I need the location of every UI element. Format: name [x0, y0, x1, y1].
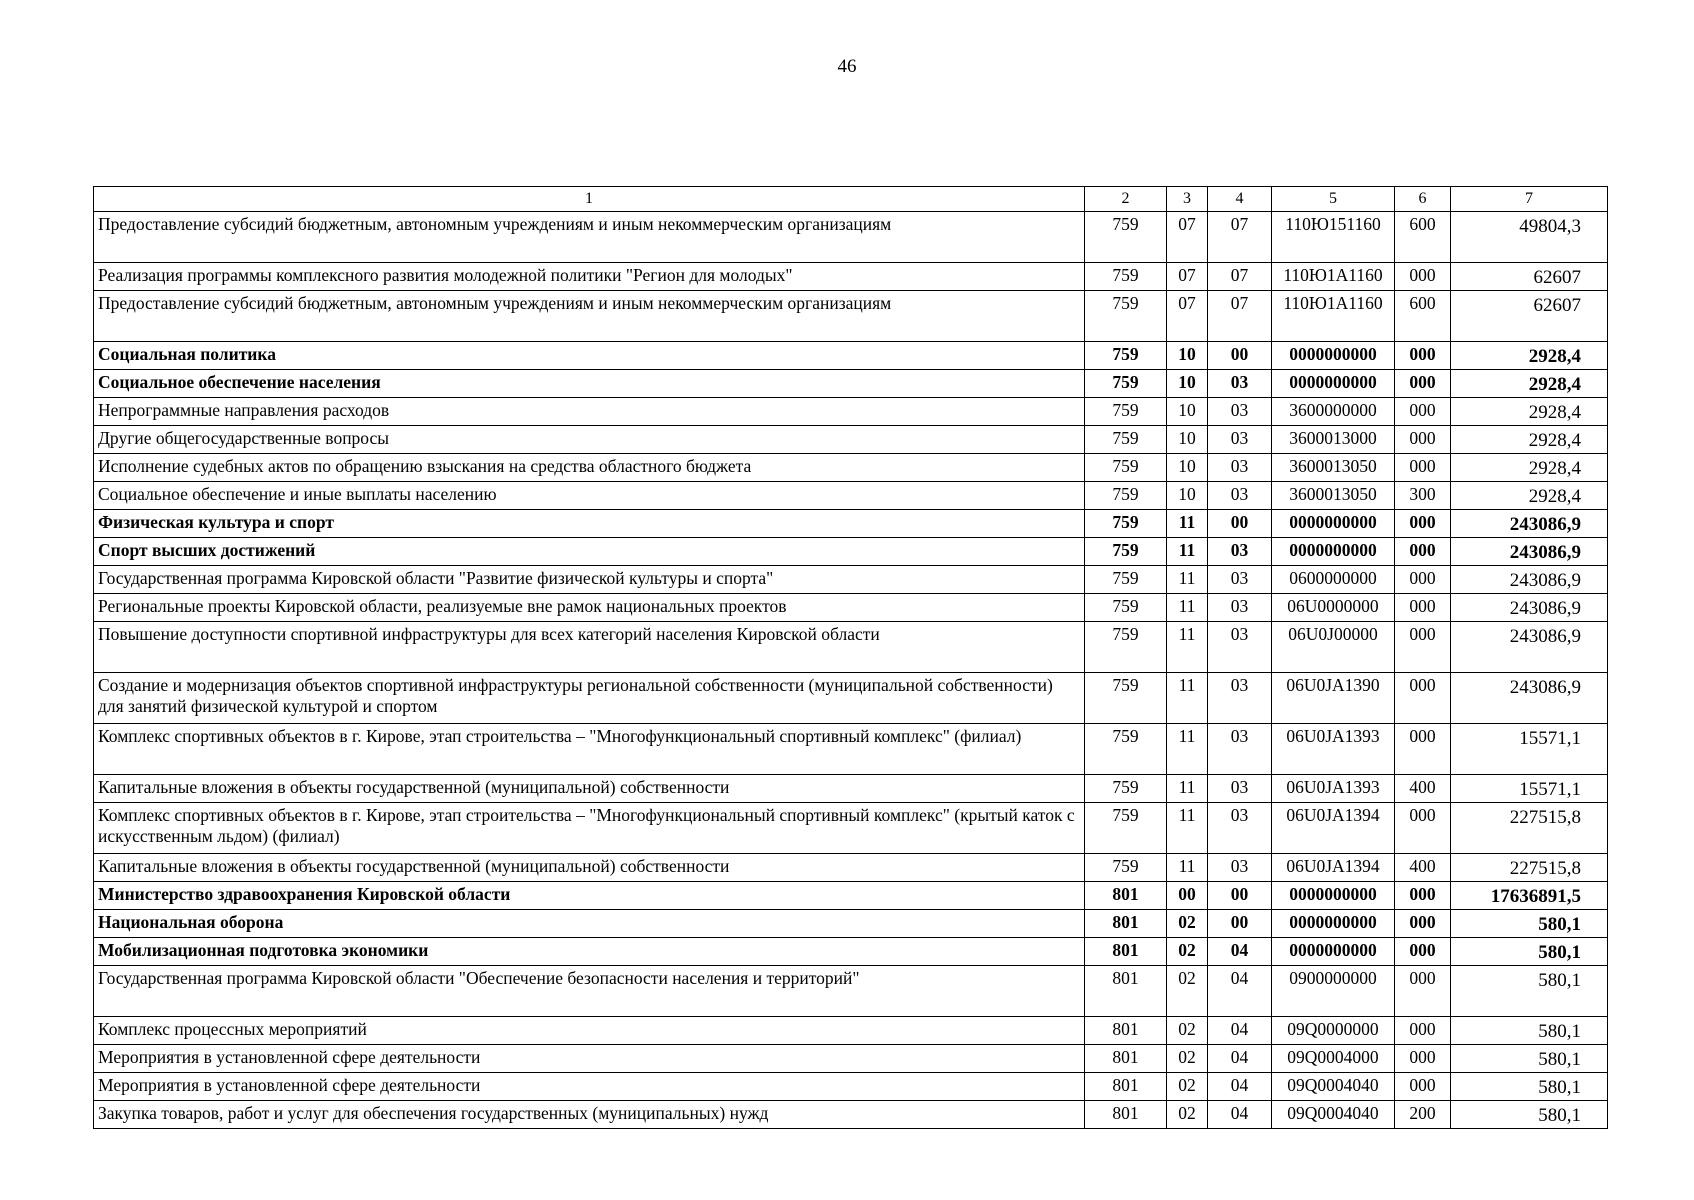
row-amount-cell: 580,1: [1451, 1073, 1608, 1101]
row-amount-cell: 227515,8: [1451, 854, 1608, 882]
row-type-cell: 000: [1395, 594, 1451, 622]
row-name-cell: Комплекс спортивных объектов в г. Кирове, этап строительства – "Многофункциональный спортивный комплекс" (филиал): [94, 724, 1085, 775]
row-name-cell: Реализация программы комплексного развития молодежной политики "Регион для молодых": [94, 263, 1085, 291]
row-name-cell: Другие общегосударственные вопросы: [94, 426, 1085, 454]
row-amount-cell: 2928,4: [1451, 342, 1608, 370]
table-row: [94, 426, 1608, 454]
row-amount-cell: 243086,9: [1451, 538, 1608, 566]
row-code-cell: 759: [1085, 538, 1167, 566]
row-type-cell: 000: [1395, 426, 1451, 454]
row-section-cell: 10: [1167, 398, 1208, 426]
row-amount-cell: 580,1: [1451, 938, 1608, 966]
row-subsection-cell: 04: [1208, 966, 1272, 1017]
row-section-cell: 07: [1167, 212, 1208, 263]
table-row: [94, 566, 1608, 594]
row-amount-cell: 2928,4: [1451, 454, 1608, 482]
header-cell-1: 1: [94, 187, 1085, 212]
row-subsection-cell: 04: [1208, 1045, 1272, 1073]
row-subsection-cell: 03: [1208, 370, 1272, 398]
row-target-cell: 0000000000: [1272, 342, 1395, 370]
row-target-cell: 06U0JA1393: [1272, 775, 1395, 803]
row-amount-cell: 227515,8: [1451, 803, 1608, 854]
row-code-cell: 759: [1085, 426, 1167, 454]
row-amount-cell: 580,1: [1451, 1045, 1608, 1073]
table-row: [94, 1101, 1608, 1129]
row-amount-cell: 15571,1: [1451, 775, 1608, 803]
row-target-cell: 06U0000000: [1272, 594, 1395, 622]
row-section-cell: 02: [1167, 1101, 1208, 1129]
row-section-cell: 11: [1167, 538, 1208, 566]
row-section-cell: 02: [1167, 910, 1208, 938]
row-code-cell: 759: [1085, 398, 1167, 426]
row-section-cell: 02: [1167, 1045, 1208, 1073]
row-section-cell: 02: [1167, 1073, 1208, 1101]
row-section-cell: 11: [1167, 566, 1208, 594]
row-section-cell: 11: [1167, 510, 1208, 538]
row-code-cell: 759: [1085, 510, 1167, 538]
row-target-cell: 0000000000: [1272, 370, 1395, 398]
row-amount-cell: 62607: [1451, 291, 1608, 342]
row-name-cell: Министерство здравоохранения Кировской области: [94, 882, 1085, 910]
row-type-cell: 400: [1395, 854, 1451, 882]
row-name-cell: Физическая культура и спорт: [94, 510, 1085, 538]
table-row: [94, 910, 1608, 938]
row-section-cell: 10: [1167, 370, 1208, 398]
row-amount-cell: 49804,3: [1451, 212, 1608, 263]
row-section-cell: 11: [1167, 724, 1208, 775]
table-row: [94, 263, 1608, 291]
row-code-cell: 759: [1085, 724, 1167, 775]
row-section-cell: 11: [1167, 854, 1208, 882]
row-target-cell: 0000000000: [1272, 938, 1395, 966]
row-subsection-cell: 03: [1208, 803, 1272, 854]
table-row: [94, 212, 1608, 263]
row-section-cell: 11: [1167, 594, 1208, 622]
table-row: [94, 342, 1608, 370]
row-target-cell: 06U0JA1394: [1272, 854, 1395, 882]
row-type-cell: 600: [1395, 212, 1451, 263]
row-target-cell: 06U0J00000: [1272, 622, 1395, 673]
row-section-cell: 00: [1167, 882, 1208, 910]
row-amount-cell: 2928,4: [1451, 426, 1608, 454]
row-section-cell: 10: [1167, 482, 1208, 510]
row-subsection-cell: 03: [1208, 538, 1272, 566]
row-target-cell: 09Q0004040: [1272, 1101, 1395, 1129]
row-amount-cell: 243086,9: [1451, 594, 1608, 622]
row-subsection-cell: 00: [1208, 882, 1272, 910]
row-subsection-cell: 00: [1208, 342, 1272, 370]
row-name-cell: Мобилизационная подготовка экономики: [94, 938, 1085, 966]
table-row: [94, 482, 1608, 510]
row-target-cell: 0000000000: [1272, 510, 1395, 538]
table-row: [94, 370, 1608, 398]
row-code-cell: 801: [1085, 1017, 1167, 1045]
row-target-cell: 06U0JA1390: [1272, 673, 1395, 724]
row-name-cell: Региональные проекты Кировской области, реализуемые вне рамок национальных проектов: [94, 594, 1085, 622]
row-amount-cell: 2928,4: [1451, 398, 1608, 426]
row-target-cell: 3600013000: [1272, 426, 1395, 454]
row-code-cell: 759: [1085, 342, 1167, 370]
row-code-cell: 801: [1085, 1101, 1167, 1129]
row-type-cell: 000: [1395, 966, 1451, 1017]
row-subsection-cell: 07: [1208, 291, 1272, 342]
row-amount-cell: 243086,9: [1451, 673, 1608, 724]
row-target-cell: 3600000000: [1272, 398, 1395, 426]
header-cell-5: 5: [1272, 187, 1395, 212]
row-subsection-cell: 04: [1208, 938, 1272, 966]
row-target-cell: 0600000000: [1272, 566, 1395, 594]
row-type-cell: 000: [1395, 724, 1451, 775]
row-code-cell: 801: [1085, 938, 1167, 966]
row-name-cell: Создание и модернизация объектов спортивной инфраструктуры региональной собственности (муниципальной собственности) для занятий физической культурой и спортом: [94, 673, 1085, 724]
row-name-cell: Непрограммные направления расходов: [94, 398, 1085, 426]
row-target-cell: 0000000000: [1272, 910, 1395, 938]
row-type-cell: 000: [1395, 882, 1451, 910]
budget-table: [93, 186, 1608, 1129]
row-name-cell: Национальная оборона: [94, 910, 1085, 938]
row-type-cell: 000: [1395, 398, 1451, 426]
row-subsection-cell: 00: [1208, 910, 1272, 938]
row-name-cell: Капитальные вложения в объекты государственной (муниципальной) собственности: [94, 854, 1085, 882]
table-row: [94, 673, 1608, 724]
table-row: [94, 291, 1608, 342]
table-row: [94, 510, 1608, 538]
table-row: [94, 803, 1608, 854]
row-subsection-cell: 03: [1208, 398, 1272, 426]
row-target-cell: 3600013050: [1272, 454, 1395, 482]
budget-table-body: [94, 187, 1608, 1129]
row-section-cell: 07: [1167, 291, 1208, 342]
row-code-cell: 759: [1085, 803, 1167, 854]
row-subsection-cell: 03: [1208, 482, 1272, 510]
row-target-cell: 110Ю1А1160: [1272, 263, 1395, 291]
row-name-cell: Государственная программа Кировской области "Обеспечение безопасности населения и территорий": [94, 966, 1085, 1017]
table-row: [94, 854, 1608, 882]
row-type-cell: 000: [1395, 1073, 1451, 1101]
row-code-cell: 801: [1085, 910, 1167, 938]
row-code-cell: 801: [1085, 966, 1167, 1017]
row-subsection-cell: 03: [1208, 854, 1272, 882]
row-type-cell: 400: [1395, 775, 1451, 803]
row-code-cell: 759: [1085, 854, 1167, 882]
row-type-cell: 000: [1395, 1017, 1451, 1045]
row-target-cell: 06U0JA1393: [1272, 724, 1395, 775]
table-row: [94, 882, 1608, 910]
row-type-cell: 600: [1395, 291, 1451, 342]
row-section-cell: 02: [1167, 1017, 1208, 1045]
table-row: [94, 724, 1608, 775]
row-section-cell: 10: [1167, 454, 1208, 482]
row-subsection-cell: 07: [1208, 212, 1272, 263]
row-name-cell: Повышение доступности спортивной инфраструктуры для всех категорий населения Кировской области: [94, 622, 1085, 673]
row-code-cell: 759: [1085, 622, 1167, 673]
row-name-cell: Социальное обеспечение населения: [94, 370, 1085, 398]
row-section-cell: 07: [1167, 263, 1208, 291]
row-target-cell: 09Q0004040: [1272, 1073, 1395, 1101]
row-code-cell: 759: [1085, 212, 1167, 263]
row-name-cell: Закупка товаров, работ и услуг для обеспечения государственных (муниципальных) нужд: [94, 1101, 1085, 1129]
row-code-cell: 759: [1085, 566, 1167, 594]
row-target-cell: 06U0JA1394: [1272, 803, 1395, 854]
row-section-cell: 11: [1167, 803, 1208, 854]
row-section-cell: 11: [1167, 673, 1208, 724]
table-row: [94, 966, 1608, 1017]
row-subsection-cell: 04: [1208, 1017, 1272, 1045]
row-amount-cell: 580,1: [1451, 966, 1608, 1017]
row-type-cell: 000: [1395, 910, 1451, 938]
row-type-cell: 000: [1395, 566, 1451, 594]
row-code-cell: 759: [1085, 263, 1167, 291]
row-section-cell: 02: [1167, 966, 1208, 1017]
table-row: [94, 775, 1608, 803]
row-name-cell: Исполнение судебных актов по обращению взыскания на средства областного бюджета: [94, 454, 1085, 482]
row-name-cell: Мероприятия в установленной сфере деятельности: [94, 1045, 1085, 1073]
row-code-cell: 759: [1085, 370, 1167, 398]
row-type-cell: 300: [1395, 482, 1451, 510]
row-subsection-cell: 03: [1208, 566, 1272, 594]
row-subsection-cell: 04: [1208, 1073, 1272, 1101]
table-row: [94, 1017, 1608, 1045]
row-amount-cell: 2928,4: [1451, 370, 1608, 398]
row-subsection-cell: 04: [1208, 1101, 1272, 1129]
row-type-cell: 000: [1395, 673, 1451, 724]
row-amount-cell: 2928,4: [1451, 482, 1608, 510]
row-amount-cell: 580,1: [1451, 1101, 1608, 1129]
row-code-cell: 759: [1085, 482, 1167, 510]
table-row: [94, 538, 1608, 566]
row-name-cell: Капитальные вложения в объекты государственной (муниципальной) собственности: [94, 775, 1085, 803]
row-name-cell: Предоставление субсидий бюджетным, автономным учреждениям и иным некоммерческим организациям: [94, 291, 1085, 342]
row-type-cell: 000: [1395, 538, 1451, 566]
row-code-cell: 759: [1085, 594, 1167, 622]
row-type-cell: 000: [1395, 263, 1451, 291]
row-section-cell: 02: [1167, 938, 1208, 966]
row-section-cell: 11: [1167, 775, 1208, 803]
row-name-cell: Предоставление субсидий бюджетным, автономным учреждениям и иным некоммерческим организациям: [94, 212, 1085, 263]
row-amount-cell: 580,1: [1451, 910, 1608, 938]
row-subsection-cell: 03: [1208, 724, 1272, 775]
row-code-cell: 759: [1085, 673, 1167, 724]
row-subsection-cell: 03: [1208, 673, 1272, 724]
row-type-cell: 000: [1395, 342, 1451, 370]
row-name-cell: Комплекс процессных мероприятий: [94, 1017, 1085, 1045]
row-target-cell: 0000000000: [1272, 538, 1395, 566]
row-target-cell: 0000000000: [1272, 882, 1395, 910]
row-subsection-cell: 03: [1208, 622, 1272, 673]
row-target-cell: 110Ю1А1160: [1272, 291, 1395, 342]
row-name-cell: Социальная политика: [94, 342, 1085, 370]
header-row: [94, 187, 1608, 212]
table-row: [94, 454, 1608, 482]
header-cell-4: 4: [1208, 187, 1272, 212]
row-subsection-cell: 03: [1208, 775, 1272, 803]
row-amount-cell: 243086,9: [1451, 622, 1608, 673]
table-row: [94, 622, 1608, 673]
row-name-cell: Государственная программа Кировской области "Развитие физической культуры и спорта": [94, 566, 1085, 594]
row-name-cell: Социальное обеспечение и иные выплаты населению: [94, 482, 1085, 510]
row-target-cell: 09Q0004000: [1272, 1045, 1395, 1073]
row-code-cell: 801: [1085, 882, 1167, 910]
page-number: 46: [837, 56, 857, 77]
row-code-cell: 801: [1085, 1073, 1167, 1101]
row-subsection-cell: 07: [1208, 263, 1272, 291]
row-target-cell: 3600013050: [1272, 482, 1395, 510]
table-row: [94, 938, 1608, 966]
row-subsection-cell: 03: [1208, 454, 1272, 482]
table-row: [94, 1073, 1608, 1101]
row-code-cell: 759: [1085, 291, 1167, 342]
row-amount-cell: 243086,9: [1451, 566, 1608, 594]
row-amount-cell: 580,1: [1451, 1017, 1608, 1045]
row-code-cell: 759: [1085, 775, 1167, 803]
header-cell-6: 6: [1395, 187, 1451, 212]
row-section-cell: 11: [1167, 622, 1208, 673]
row-code-cell: 759: [1085, 454, 1167, 482]
row-subsection-cell: 00: [1208, 510, 1272, 538]
row-target-cell: 0900000000: [1272, 966, 1395, 1017]
table-row: [94, 398, 1608, 426]
row-code-cell: 801: [1085, 1045, 1167, 1073]
row-type-cell: 000: [1395, 938, 1451, 966]
header-cell-7: 7: [1451, 187, 1608, 212]
row-type-cell: 200: [1395, 1101, 1451, 1129]
row-subsection-cell: 03: [1208, 426, 1272, 454]
row-type-cell: 000: [1395, 622, 1451, 673]
row-name-cell: Спорт высших достижений: [94, 538, 1085, 566]
header-cell-2: 2: [1085, 187, 1167, 212]
row-target-cell: 09Q0000000: [1272, 1017, 1395, 1045]
row-subsection-cell: 03: [1208, 594, 1272, 622]
row-target-cell: 110Ю151160: [1272, 212, 1395, 263]
row-amount-cell: 17636891,5: [1451, 882, 1608, 910]
row-amount-cell: 243086,9: [1451, 510, 1608, 538]
row-type-cell: 000: [1395, 370, 1451, 398]
row-section-cell: 10: [1167, 426, 1208, 454]
row-section-cell: 10: [1167, 342, 1208, 370]
row-type-cell: 000: [1395, 1045, 1451, 1073]
row-amount-cell: 62607: [1451, 263, 1608, 291]
table-row: [94, 594, 1608, 622]
row-name-cell: Мероприятия в установленной сфере деятельности: [94, 1073, 1085, 1101]
header-cell-3: 3: [1167, 187, 1208, 212]
row-type-cell: 000: [1395, 510, 1451, 538]
row-type-cell: 000: [1395, 803, 1451, 854]
row-amount-cell: 15571,1: [1451, 724, 1608, 775]
row-type-cell: 000: [1395, 454, 1451, 482]
table-row: [94, 1045, 1608, 1073]
row-name-cell: Комплекс спортивных объектов в г. Кирове, этап строительства – "Многофункциональный спортивный комплекс" (крытый каток с искусственным льдом) (филиал): [94, 803, 1085, 854]
